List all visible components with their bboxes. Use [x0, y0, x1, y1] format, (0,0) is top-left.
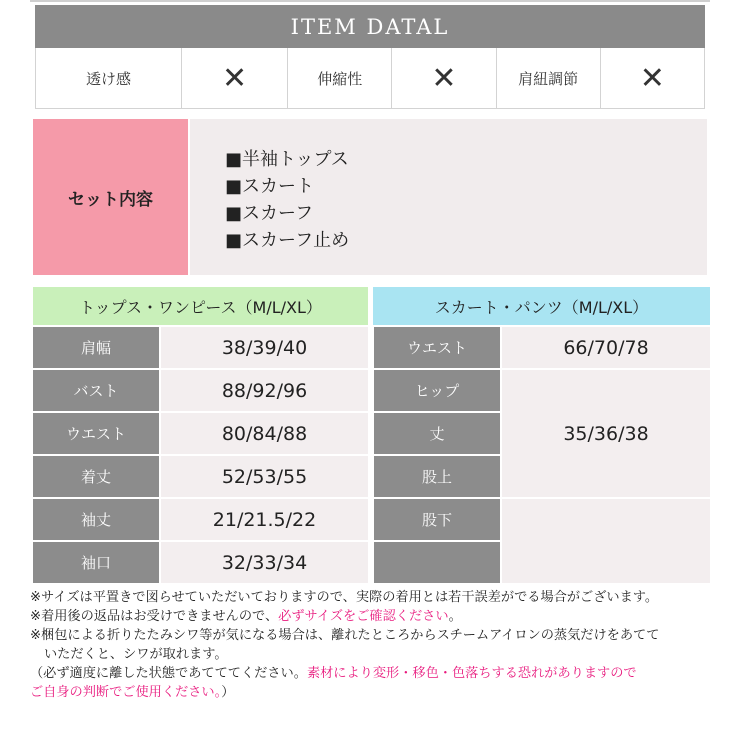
table-row: [33, 413, 368, 456]
table-row: [33, 499, 368, 542]
note-text: 。: [448, 609, 462, 624]
set-item: ■スカート: [225, 176, 315, 197]
set-item: ■半袖トップス: [225, 149, 349, 170]
set-contents-label: セット内容: [33, 119, 188, 275]
note-line: [30, 645, 730, 664]
note-line: [30, 664, 730, 683]
size-value: 80/84/88: [161, 413, 368, 454]
note-warning-text: 素材により変形・移色・色落ちする恐れがありますので: [306, 666, 637, 681]
size-key: ヒップ: [374, 370, 500, 411]
size-key: 股上: [374, 456, 500, 497]
size-key: ウエスト: [33, 413, 159, 454]
notes: [30, 588, 730, 702]
size-key: 袖丈: [33, 499, 159, 540]
size-value: 52/53/55: [161, 456, 368, 497]
tops-size-header: トップス・ワンピース（M/L/XL）: [33, 287, 368, 325]
size-key: 丈: [374, 413, 500, 454]
note-text: （必ず適度に離した状態であてててください。: [30, 666, 307, 681]
note-text: ※サイズは平置きで図らせていただいておりますので、実際の着用とは若干誤差がでる場合がございます。: [30, 590, 659, 605]
skirt-waist-value: 66/70/78: [502, 327, 710, 368]
note-text: ）: [221, 685, 235, 700]
size-key: ウエスト: [374, 327, 500, 368]
skirt-size-header: スカート・パンツ（M/L/XL）: [373, 287, 710, 325]
size-key: バスト: [33, 370, 159, 411]
attr-label-transparency: 透け感: [36, 48, 182, 108]
attr-label-stretch: 伸縮性: [288, 48, 392, 108]
x-mark-icon: ✕: [221, 60, 248, 96]
item-detail-attributes: [35, 48, 705, 109]
note-text: ※着用後の返品はお受けできませんので、: [30, 609, 279, 624]
size-key: 股下: [374, 499, 500, 540]
note-line: [30, 626, 730, 645]
attr-value-strap-adjust: [601, 48, 704, 108]
note-text: いただくと、シワが取れます。: [44, 647, 228, 662]
table-row: [33, 456, 368, 499]
set-contents-list: [225, 146, 525, 254]
top-divider: [30, 0, 710, 2]
size-value: 21/21.5/22: [161, 499, 368, 540]
set-item: ■スカーフ: [225, 203, 314, 224]
note-warning-text: ご自身の判断でご使用ください。: [30, 685, 222, 700]
skirt-length-value: 35/36/38: [502, 370, 710, 497]
x-mark-icon: ✕: [431, 60, 457, 96]
attr-label-strap-adjust: 肩紐調節: [497, 48, 601, 108]
note-line: [30, 607, 730, 626]
note-warning-text: 必ずサイズをご確認ください: [278, 609, 449, 624]
tops-size-table: [33, 327, 368, 585]
size-value: 38/39/40: [161, 327, 368, 368]
size-key: 袖口: [33, 542, 159, 583]
size-key: 肩幅: [33, 327, 159, 368]
table-row: [33, 327, 368, 370]
x-mark-icon: ✕: [639, 60, 665, 96]
size-value: 88/92/96: [161, 370, 368, 411]
skirt-empty-cell: [502, 499, 710, 583]
note-line: [30, 588, 730, 607]
skirt-size-table: [374, 327, 710, 585]
size-key: [374, 542, 500, 583]
size-key: 着丈: [33, 456, 159, 497]
set-item: ■スカーフ止め: [225, 230, 350, 251]
table-row: [33, 370, 368, 413]
note-line: [30, 683, 730, 702]
attr-value-stretch: [392, 48, 496, 108]
table-row: [33, 542, 368, 585]
attr-value-transparency: [182, 48, 288, 108]
size-value: 32/33/34: [161, 542, 368, 583]
note-text: ※梱包による折りたたみシワ等が気になる場合は、離れたところからスチームアイロンの蒸気だけをあてて: [30, 628, 660, 643]
item-detail-title: ITEM DATAL: [35, 5, 705, 48]
